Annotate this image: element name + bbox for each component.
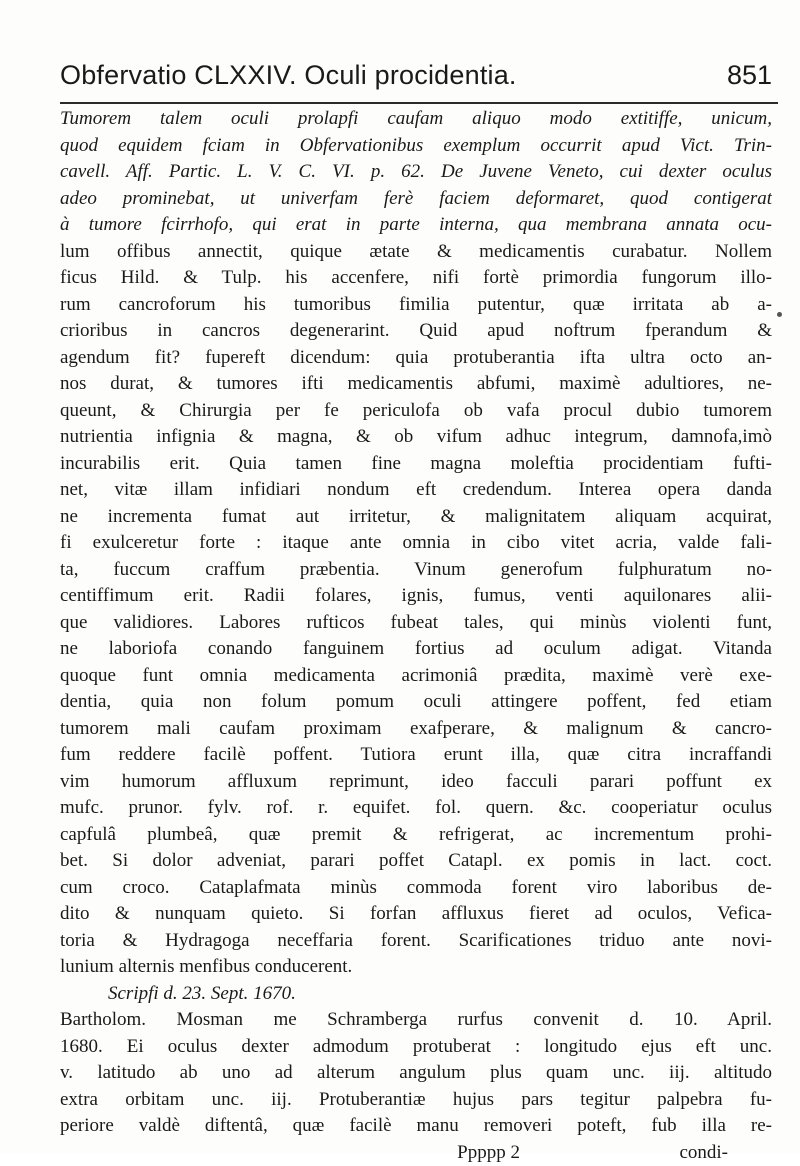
- text-line: ta, fuccum craffum præbentia. Vinum generofum fulphuratum no-: [60, 557, 772, 584]
- text-line: capfulâ plumbeâ, quæ premit & refrigerat, ac incrementum prohi-: [60, 822, 772, 849]
- text-line: 1680. Ei oculus dexter admodum protuberat : longitudo ejus eft unc.: [60, 1034, 772, 1061]
- text-line: net, vitæ illam infidiari nondum eft credendum. Interea opera danda: [60, 477, 772, 504]
- text-line: centiffimum erit. Radii folares, ignis, fumus, venti aquilonares alii-: [60, 583, 772, 610]
- text-line: incurabilis erit. Quia tamen fine magna moleftia procidentiam fufti-: [60, 451, 772, 478]
- text-line: quod equidem fciam in Obfervationibus exemplum occurrit apud Vict. Trin-: [60, 133, 772, 160]
- text-line: agendum fit? fupereft dicendum: quia protuberantia ifta ultra octo an-: [60, 345, 772, 372]
- text-line: vim humorum affluxum reprimunt, ideo facculi parari poffunt ex: [60, 769, 772, 796]
- text-line: lunium alternis menfibus conducerent.: [60, 954, 772, 981]
- text-line: cavell. Aff. Partic. L. V. C. VI. p. 62. De Juvene Veneto, cui dexter oculus: [60, 159, 772, 186]
- text-line: adeo prominebat, ut univerfam ferè faciem deformaret, quod contigerat: [60, 186, 772, 213]
- text-line: quoque funt omnia medicamenta acrimoniâ prædita, maximè verè exe-: [60, 663, 772, 690]
- text-line: rum cancroforum his tumoribus fimilia putentur, quæ irritata ab a-: [60, 292, 772, 319]
- text-line: v. latitudo ab uno ad alterum angulum plus quam unc. iij. altitudo: [60, 1060, 772, 1087]
- printer-signature: Ppppp 2: [457, 1142, 520, 1163]
- text-line: dentia, quia non folum pomum oculi attingere poffent, fed etiam: [60, 689, 772, 716]
- text-line: que validiores. Labores rufticos fubeat tales, qui minùs violenti funt,: [60, 610, 772, 637]
- text-line: dito & nunquam quieto. Si forfan affluxus fieret ad oculos, Vefica-: [60, 901, 772, 928]
- text-line: queunt, & Chirurgia per fe periculofa ob vafa procul dubio tumorem: [60, 398, 772, 425]
- page-header: [60, 60, 772, 100]
- text-line: mufc. prunor. fylv. rof. r. equifet. fol. quern. &c. cooperiatur oculus: [60, 795, 772, 822]
- text-line: Bartholom. Mosman me Schramberga rurfus convenit d. 10. April.: [60, 1007, 772, 1034]
- text-line: extra orbitam unc. iij. Protuberantiæ hujus pars tegitur palpebra fu-: [60, 1087, 772, 1114]
- text-line: cum croco. Cataplafmata minùs commoda forent viro laboribus de-: [60, 875, 772, 902]
- margin-mark: [777, 312, 782, 317]
- text-line: toria & Hydragoga neceffaria forent. Scarificationes triduo ante novi-: [60, 928, 772, 955]
- text-line: fum reddere facilè poffent. Tutiora erunt illa, quæ citra incraffandi: [60, 742, 772, 769]
- text-line: ne incrementa fumat aut irritetur, & malignitatem aliquam acquirat,: [60, 504, 772, 531]
- text-line: bet. Si dolor adveniat, parari poffet Catapl. ex pomis in lact. coct.: [60, 848, 772, 875]
- text-line: ficus Hild. & Tulp. his accenfere, nifi fortè primordia fungorum illo-: [60, 265, 772, 292]
- text-line: à tumore fcirrhofo, qui erat in parte interna, qua membrana annata ocu-: [60, 212, 772, 239]
- text-line: crioribus in cancros degenerarint. Quid apud noftrum fperandum &: [60, 318, 772, 345]
- body-text: [60, 106, 772, 1166]
- date-line: Scripfi d. 23. Sept. 1670.: [60, 981, 772, 1008]
- text-line: tumorem mali caufam proximam exafperare, & malignum & cancro-: [60, 716, 772, 743]
- header-rule: [60, 102, 778, 104]
- text-line: Tumorem talem oculi prolapfi caufam aliquo modo extitiffe, unicum,: [60, 106, 772, 133]
- text-line: nos durat, & tumores ifti medicamentis abfumi, maximè adultiores, ne-: [60, 371, 772, 398]
- text-line: nutrientia infignia & magna, & ob vifum adhuc integrum, damnofa,imò: [60, 424, 772, 451]
- text-line: lum offibus annectit, quique ætate & medicamentis curabatur. Nollem: [60, 239, 772, 266]
- text-line: fi exulceretur forte : itaque ante omnia in cibo vitet acria, valde fali-: [60, 530, 772, 557]
- text-line: ne laboriofa conando fanguinem fortius ad oculum adigat. Vitanda: [60, 636, 772, 663]
- catchword: condi-: [679, 1142, 728, 1163]
- page-number: 851: [727, 60, 772, 91]
- running-head: Obfervatio CLXXIV. Oculi procidentia.: [60, 60, 517, 91]
- text-line: periore valdè diftentâ, quæ facilè manu removeri poteft, fub illa re-: [60, 1113, 772, 1140]
